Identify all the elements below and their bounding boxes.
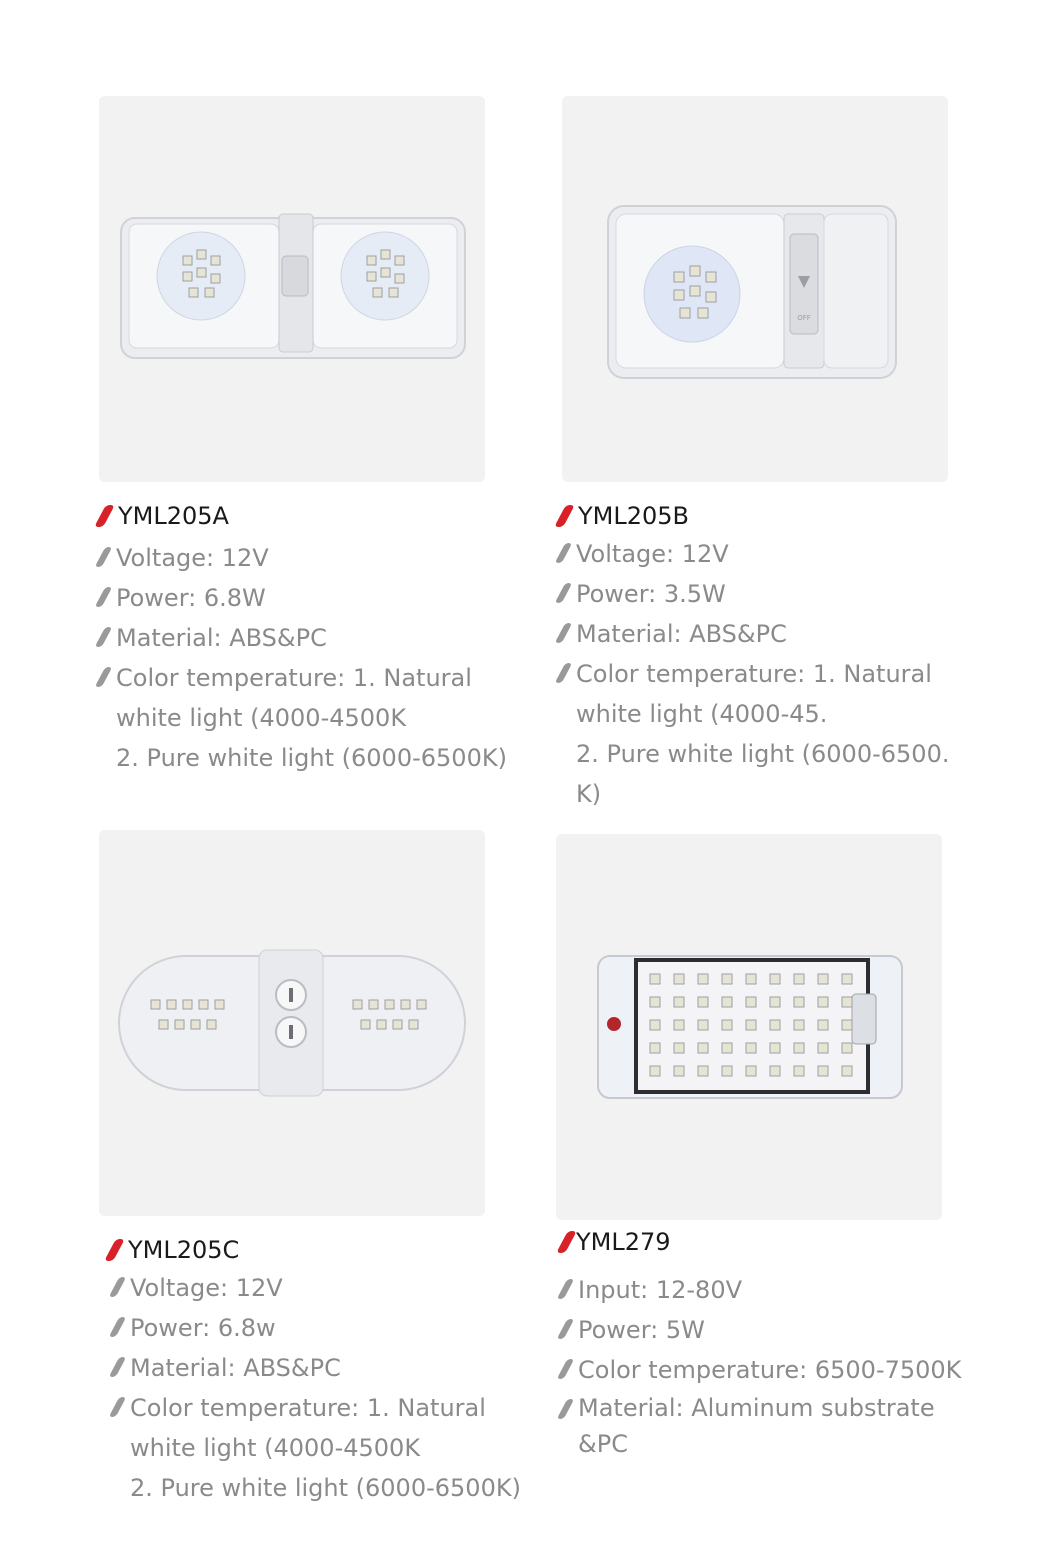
spec-item: Voltage: 12V: [560, 534, 1000, 574]
spec-item: Color temperature: 1. Natural white light (4000-45. 2. Pure white light (6000-6500. K): [560, 654, 1000, 814]
grey-bullet-icon: [557, 1319, 575, 1339]
grey-bullet-icon: [557, 1279, 575, 1299]
led-chip: [722, 997, 732, 1007]
grey-bullet-icon: [95, 587, 113, 607]
led-chip: [770, 1020, 780, 1030]
product-model: YML279: [576, 1228, 671, 1256]
led-chip: [674, 974, 684, 984]
product-model: YML205B: [578, 502, 690, 530]
grey-bullet-icon: [95, 547, 113, 567]
grey-bullet-icon: [95, 667, 113, 687]
dome-light-oval-icon: [99, 830, 485, 1216]
led-chip: [650, 1043, 660, 1053]
grey-bullet-icon: [555, 583, 573, 603]
product-info-yml205c: [110, 1234, 550, 1508]
product-title: [110, 1234, 550, 1266]
grey-bullet-icon: [109, 1357, 127, 1377]
spec-item: Voltage: 12V: [114, 1268, 550, 1308]
led-chip: [818, 997, 828, 1007]
spec-item: Material: ABS&PC: [114, 1348, 550, 1388]
led-chip: [650, 1020, 660, 1030]
grey-bullet-icon: [555, 543, 573, 563]
product-photo-yml205a: [99, 96, 485, 482]
product-info-yml205a: [100, 500, 530, 778]
spec-item: Color temperature: 1. Natural white light (4000-4500K 2. Pure white light (6000-6500K): [114, 1388, 550, 1508]
led-chip: [770, 1043, 780, 1053]
led-chip: [698, 1066, 708, 1076]
led-panel-light-icon: [556, 834, 942, 1220]
spec-item: Power: 5W: [562, 1310, 1002, 1350]
led-chip: [842, 997, 852, 1007]
product-photo-yml205b: [562, 96, 948, 482]
led-chip: [818, 1020, 828, 1030]
led-chip: [770, 997, 780, 1007]
led-chip: [746, 974, 756, 984]
spec-list: [114, 1268, 550, 1508]
dome-light-double-icon: [99, 96, 485, 482]
grey-bullet-icon: [557, 1399, 575, 1419]
led-chip: [794, 974, 804, 984]
product-model: YML205C: [128, 1236, 240, 1264]
led-chip: [842, 1020, 852, 1030]
product-photo-yml279: [556, 834, 942, 1220]
spec-item: Material: Aluminum substrate &PC: [562, 1390, 1002, 1462]
led-chip: [842, 974, 852, 984]
grey-bullet-icon: [95, 627, 113, 647]
spec-item: Power: 3.5W: [560, 574, 1000, 614]
led-chip: [722, 1043, 732, 1053]
led-chip: [698, 1020, 708, 1030]
grey-bullet-icon: [109, 1397, 127, 1417]
grey-bullet-icon: [109, 1317, 127, 1337]
led-chip: [794, 1066, 804, 1076]
spec-item: Color temperature: 6500-7500K: [562, 1350, 1002, 1390]
grey-bullet-icon: [557, 1359, 575, 1379]
led-chip: [794, 1043, 804, 1053]
led-chip: [722, 974, 732, 984]
spec-item: Input: 12-80V: [562, 1270, 1002, 1310]
led-chip: [650, 974, 660, 984]
led-chip: [746, 1066, 756, 1076]
product-model: YML205A: [118, 502, 229, 530]
red-bullet-icon: [556, 1231, 577, 1253]
led-chip: [770, 974, 780, 984]
spec-list: [100, 538, 530, 778]
spec-item: Power: 6.8w: [114, 1308, 550, 1348]
led-chip: [818, 1066, 828, 1076]
led-chip: [746, 1043, 756, 1053]
grey-bullet-icon: [555, 623, 573, 643]
led-chip: [722, 1066, 732, 1076]
red-bullet-icon: [104, 1239, 125, 1261]
led-chip: [746, 1020, 756, 1030]
led-chip: [698, 1043, 708, 1053]
red-bullet-icon: [94, 505, 115, 527]
spec-list: [562, 1270, 1002, 1462]
product-info-yml205b: [560, 500, 1000, 814]
led-chip: [794, 997, 804, 1007]
led-chip: [794, 1020, 804, 1030]
switch-label: OFF: [797, 314, 811, 322]
spec-item: Material: ABS&PC: [560, 614, 1000, 654]
dome-light-single-icon: [562, 96, 948, 482]
led-chip: [818, 974, 828, 984]
spec-item: Color temperature: 1. Natural white light (4000-4500K 2. Pure white light (6000-6500K): [100, 658, 530, 778]
led-chip: [674, 1043, 684, 1053]
spec-item: Voltage: 12V: [100, 538, 530, 578]
grey-bullet-icon: [109, 1277, 127, 1297]
spec-item: Material: ABS&PC: [100, 618, 530, 658]
led-chip: [770, 1066, 780, 1076]
led-chip: [722, 1020, 732, 1030]
led-chip: [674, 1066, 684, 1076]
led-chip: [650, 1066, 660, 1076]
product-photo-yml205c: [99, 830, 485, 1216]
led-chip: [650, 997, 660, 1007]
product-title: [562, 1226, 1002, 1258]
led-chip: [842, 1043, 852, 1053]
spec-item: Power: 6.8W: [100, 578, 530, 618]
led-chip: [746, 997, 756, 1007]
led-chip: [698, 997, 708, 1007]
led-chip: [674, 1020, 684, 1030]
led-chip: [698, 974, 708, 984]
led-chip: [674, 997, 684, 1007]
red-bullet-icon: [554, 505, 575, 527]
grey-bullet-icon: [555, 663, 573, 683]
led-chip: [842, 1066, 852, 1076]
product-title: [560, 500, 1000, 532]
led-chip: [818, 1043, 828, 1053]
product-info-yml279: [562, 1226, 1002, 1462]
product-title: [100, 500, 530, 532]
spec-list: [560, 534, 1000, 814]
